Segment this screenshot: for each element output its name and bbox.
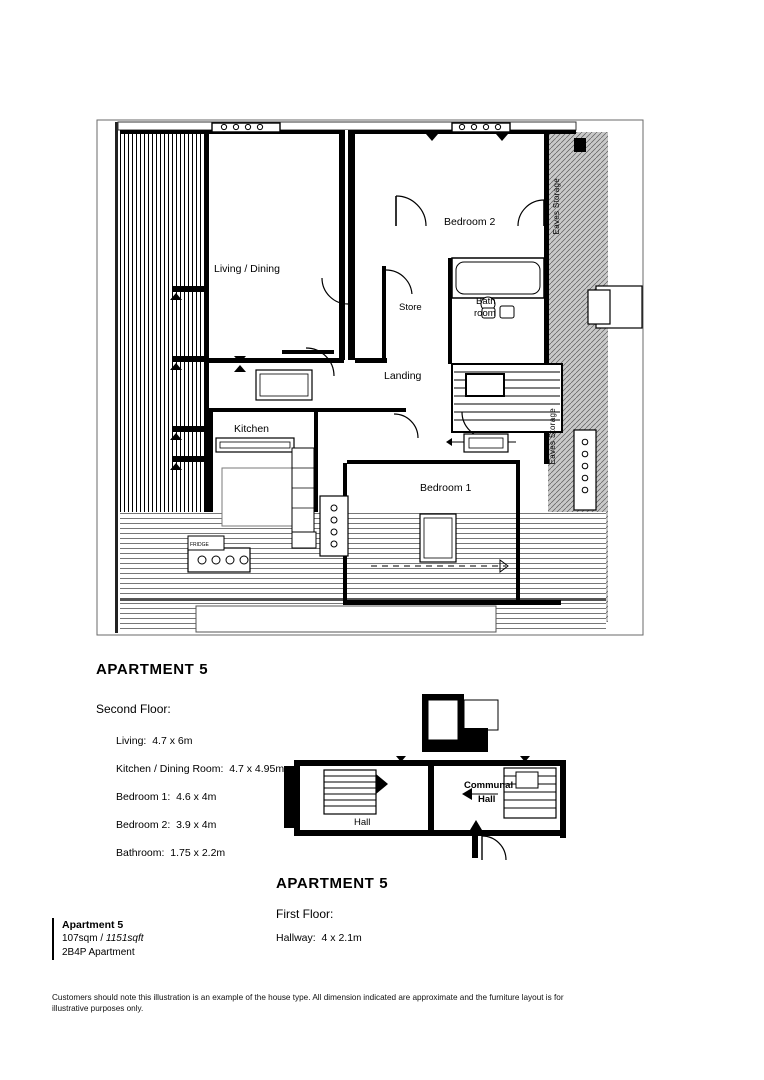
disclaimer-line-2: illustrative purposes only. <box>52 1004 144 1013</box>
spec-bedroom-1-value: 4.6 x 4m <box>176 791 217 803</box>
room-label-bedroom-2: Bedroom 2 <box>444 216 496 228</box>
room-label-communal-hall-line1: Communal <box>464 780 514 791</box>
second-floor-heading: Second Floor: <box>96 702 171 716</box>
spec-bedroom-2 <box>116 819 216 831</box>
second-floor-plan-svg <box>96 108 644 636</box>
disclaimer <box>52 992 672 1014</box>
spec-bedroom-1-label: Bedroom 1: <box>116 791 171 803</box>
spec-hallway-label: Hallway: <box>276 932 316 944</box>
room-label-living-dining: Living / Dining <box>214 263 280 275</box>
spec-bathroom <box>116 847 225 859</box>
room-label-kitchen: Kitchen <box>234 423 270 435</box>
spec-bedroom-2-value: 3.9 x 4m <box>176 819 217 831</box>
summary-area <box>62 932 144 946</box>
room-label-communal-hall-line2: Hall <box>478 794 496 805</box>
first-floor-plan <box>276 690 576 870</box>
apartment-summary <box>52 918 144 960</box>
spec-hallway <box>276 932 362 944</box>
svg-text:FRIDGE: FRIDGE <box>190 542 209 548</box>
summary-area-metric: 107sqm <box>62 933 98 944</box>
room-label-bathroom-line2: room <box>474 308 496 319</box>
room-label-hall: Hall <box>354 817 371 828</box>
second-floor-plan <box>96 108 644 636</box>
spec-living-label: Living: <box>116 735 147 747</box>
summary-area-imperial: 1151sqft <box>105 933 144 944</box>
room-label-bedroom-1: Bedroom 1 <box>420 482 472 494</box>
spec-kitchen-dining-label: Kitchen / Dining Room: <box>116 763 224 775</box>
spec-bedroom-2-label: Bedroom 2: <box>116 819 171 831</box>
spec-hallway-value: 4 x 2.1m <box>321 932 362 944</box>
room-label-bathroom-line1: Bath <box>476 296 496 307</box>
spec-living <box>116 735 192 747</box>
apartment-title-second-floor: APARTMENT 5 <box>96 661 209 678</box>
room-label-store: Store <box>399 302 422 313</box>
room-label-eaves-storage-bottom: Eaves Storage <box>548 408 557 465</box>
room-label-eaves-storage-top: Eaves Storage <box>552 178 561 235</box>
summary-name: Apartment 5 <box>62 919 124 931</box>
first-floor-plan-svg <box>276 690 576 870</box>
summary-type: 2B4P Apartment <box>62 947 135 958</box>
spec-bathroom-label: Bathroom: <box>116 847 165 859</box>
spec-kitchen-dining-value: 4.7 x 4.95m <box>229 763 285 775</box>
room-label-landing: Landing <box>384 370 422 382</box>
summary-area-separator: / <box>97 933 106 944</box>
spec-living-value: 4.7 x 6m <box>152 735 193 747</box>
spec-kitchen-dining <box>116 763 284 775</box>
disclaimer-line-1: Customers should note this illustration is an example of the house type. All dimension indicated are approximate and the furniture layout is for <box>52 993 564 1002</box>
spec-bathroom-value: 1.75 x 2.2m <box>170 847 226 859</box>
first-floor-heading: First Floor: <box>276 907 334 921</box>
apartment-title-first-floor: APARTMENT 5 <box>276 875 389 892</box>
spec-bedroom-1 <box>116 791 216 803</box>
